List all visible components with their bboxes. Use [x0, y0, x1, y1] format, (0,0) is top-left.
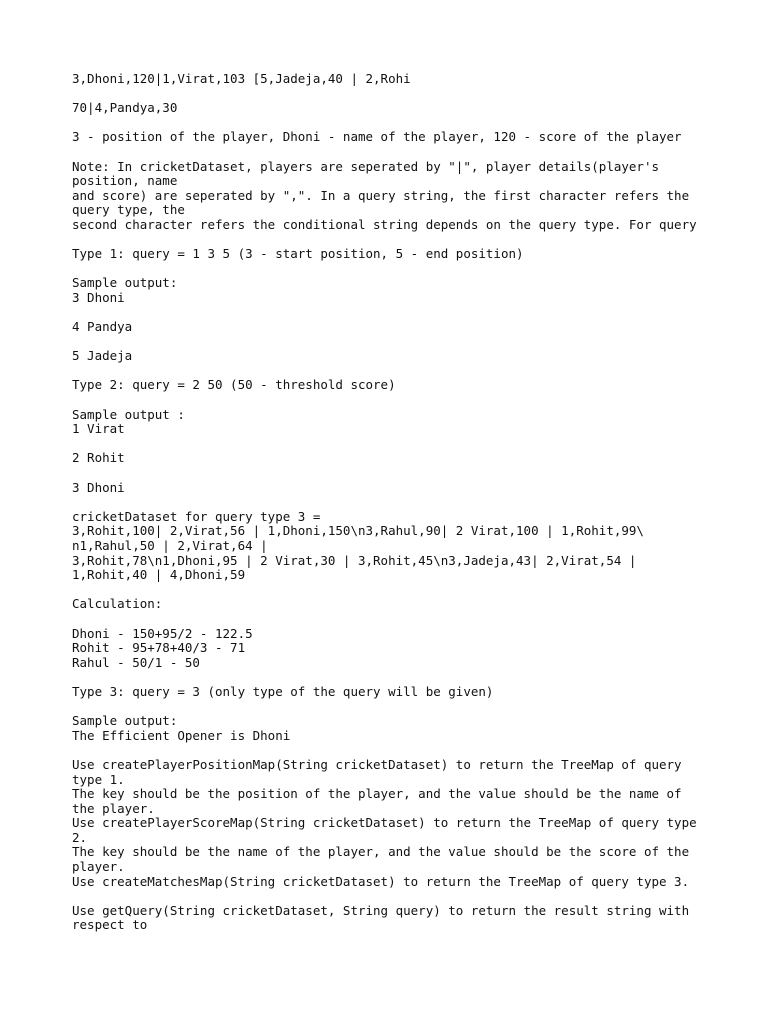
text-line: cricketDataset for query type 3 = — [72, 508, 321, 524]
paragraph — [72, 378, 712, 393]
text-line: the player. — [72, 800, 155, 816]
text-line: respect to — [72, 917, 148, 933]
paragraph — [72, 160, 712, 233]
paragraph — [72, 481, 712, 496]
text-line: 3,Dhoni,120|1,Virat,103 [5,Jadeja,40 | 2,Rohi — [72, 71, 411, 86]
text-line: Use createMatchesMap(String cricketDataset) to return the TreeMap of query type 3. — [72, 873, 690, 889]
text-line: 3,Rohit,100| 2,Virat,56 | 1,Dhoni,150\n3,Rahul,90| 2 Virat,100 | 1,Rohit,99\ — [72, 523, 644, 539]
text-line: The key should be the position of the player, and the value should be the name of — [72, 786, 682, 802]
text-line: type 1. — [72, 771, 125, 787]
text-line: Note: In cricketDataset, players are seperated by "|", player details(player's — [72, 158, 659, 174]
text-line: Dhoni - 150+95/2 - 122.5 — [72, 625, 253, 641]
paragraph — [72, 130, 712, 145]
paragraph — [72, 597, 712, 612]
text-line: Rahul - 50/1 - 50 — [72, 654, 200, 670]
paragraph — [72, 451, 712, 466]
paragraph — [72, 714, 712, 743]
text-line: Use createPlayerPositionMap(String cricketDataset) to return the TreeMap of query — [72, 756, 682, 772]
text-line: The key should be the name of the player, and the value should be the score of the — [72, 844, 690, 860]
text-line: 3 Dhoni — [72, 289, 125, 305]
text-line: 1,Rohit,40 | 4,Dhoni,59 — [72, 567, 246, 583]
text-line: 3 - position of the player, Dhoni - name of the player, 120 - score of the player — [72, 129, 682, 145]
text-line: 2 Rohit — [72, 450, 125, 466]
paragraph — [72, 408, 712, 437]
text-line: position, name — [72, 173, 178, 189]
paragraph — [72, 685, 712, 700]
text-line: 2. — [72, 829, 88, 845]
text-line: n1,Rahul,50 | 2,Virat,64 | — [72, 538, 268, 553]
text-line: Type 1: query = 1 3 5 (3 - start position, 5 - end position) — [72, 246, 524, 262]
text-line: Use createPlayerScoreMap(String cricketDataset) to return the TreeMap of query type — [72, 815, 697, 831]
text-line: Type 2: query = 2 50 (50 - threshold score) — [72, 377, 396, 393]
text-line: Use getQuery(String cricketDataset, String query) to return the result string with — [72, 902, 690, 918]
paragraph — [72, 510, 712, 583]
text-line: 1 Virat — [72, 421, 125, 437]
paragraph — [72, 758, 712, 889]
text-line: query type, the — [72, 202, 185, 218]
paragraph — [72, 349, 712, 364]
text-line: Sample output : — [72, 406, 185, 422]
text-line: and score) are seperated by ",". In a query string, the first character refers the — [72, 187, 690, 203]
text-line: Calculation: — [72, 596, 163, 612]
text-line: 4 Pandya — [72, 319, 133, 335]
paragraph — [72, 72, 712, 87]
text-line: Rohit - 95+78+40/3 - 71 — [72, 640, 246, 656]
text-line: player. — [72, 859, 125, 875]
paragraph — [72, 320, 712, 335]
text-line: 70|4,Pandya,30 — [72, 100, 178, 116]
text-line: Type 3: query = 3 (only type of the query will be given) — [72, 683, 494, 699]
text-line: Sample output: — [72, 275, 178, 291]
text-line: second character refers the conditional string depends on the query type. For query — [72, 216, 697, 232]
paragraph — [72, 904, 712, 933]
text-line: Sample output: — [72, 713, 178, 729]
paragraph — [72, 101, 712, 116]
paragraph — [72, 276, 712, 305]
paragraph — [72, 627, 712, 671]
document-body — [72, 72, 712, 948]
text-line: 5 Jadeja — [72, 348, 133, 364]
text-line: 3,Rohit,78\n1,Dhoni,95 | 2 Virat,30 | 3,Rohit,45\n3,Jadeja,43| 2,Virat,54 | — [72, 552, 637, 568]
paragraph — [72, 247, 712, 262]
text-line: 3 Dhoni — [72, 479, 125, 495]
text-line: The Efficient Opener is Dhoni — [72, 727, 291, 743]
